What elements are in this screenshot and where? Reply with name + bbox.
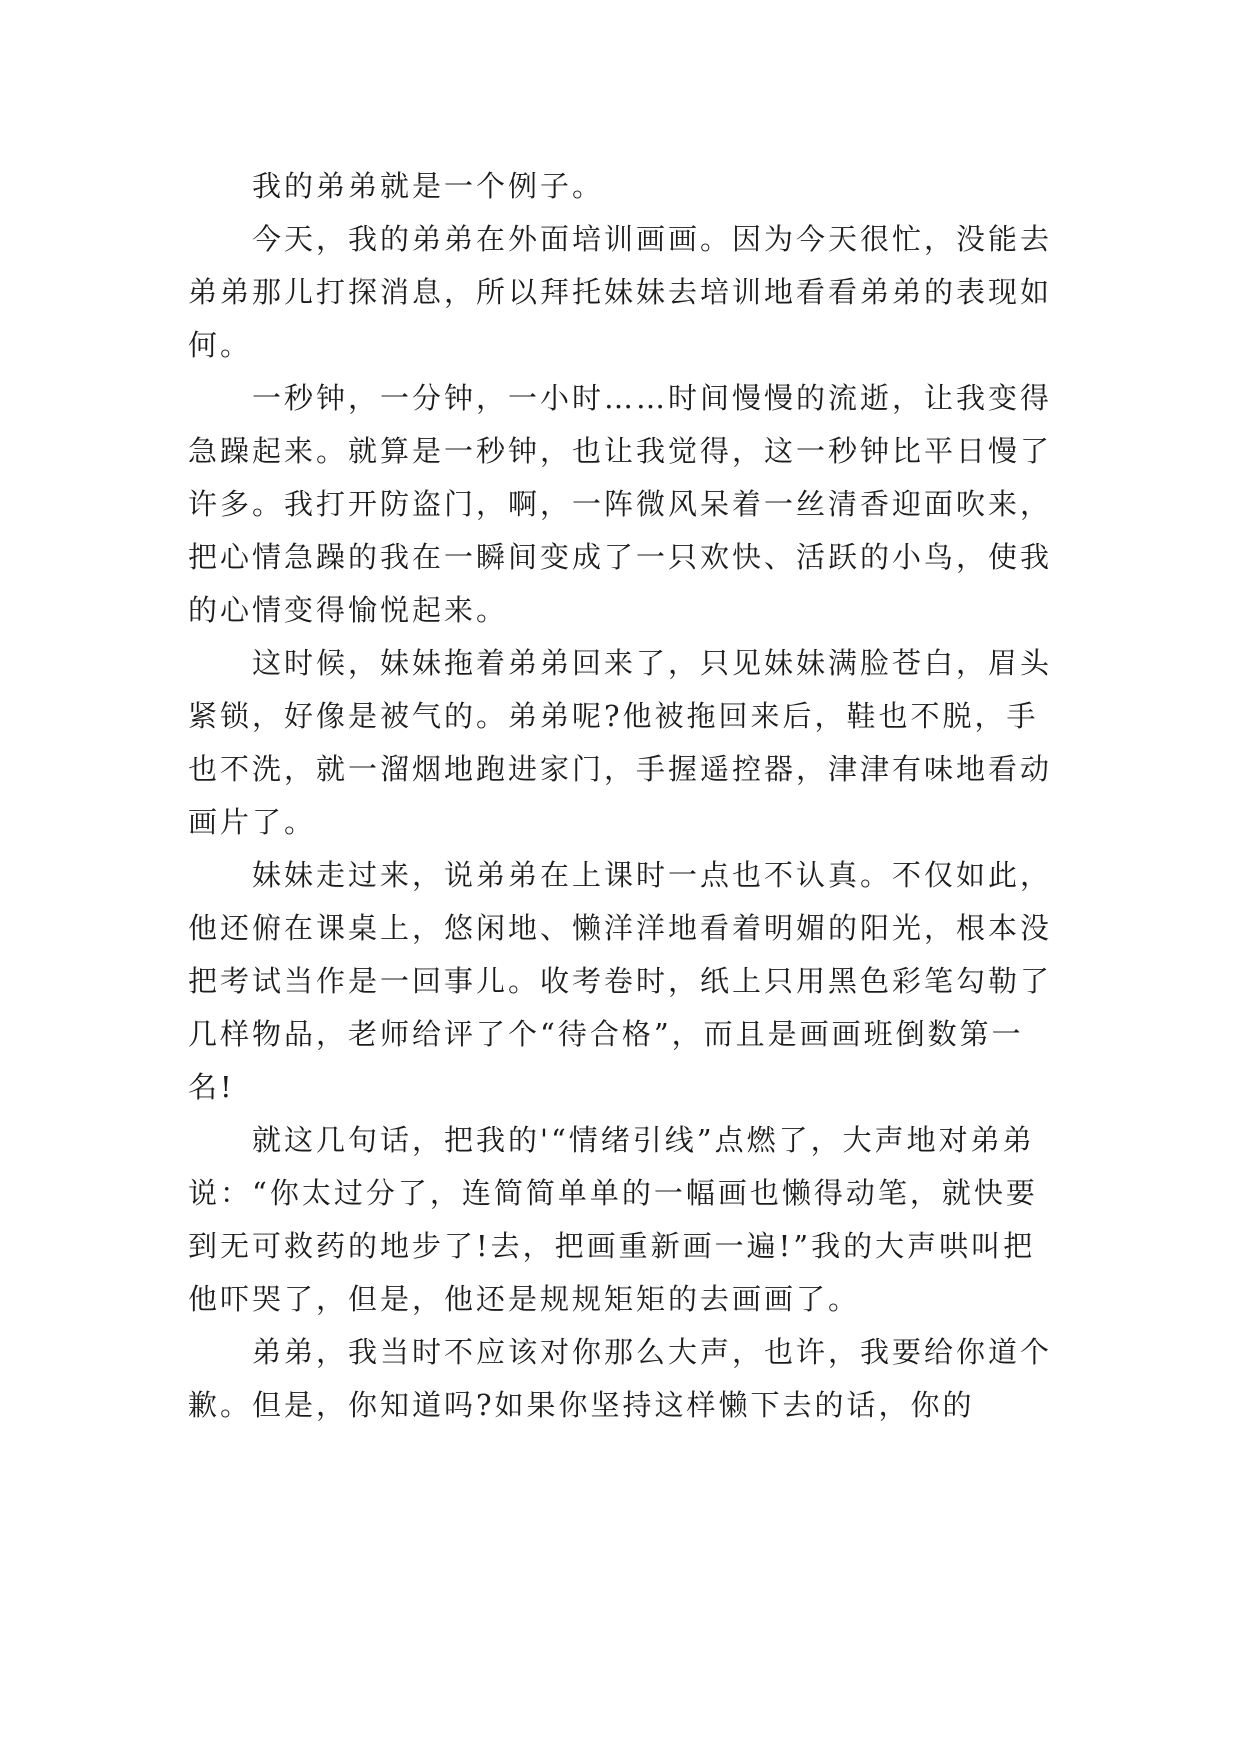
paragraph-4: 这时候，妹妹拖着弟弟回来了，只见妹妹满脸苍白，眉头紧锁，好像是被气的。弟弟呢?他被拖回来后，鞋也不脱，手也不洗，就一溜烟地跑进家门，手握遥控器，津津有味地看动画片了。 [188, 646, 1053, 839]
paragraph-7: 弟弟，我当时不应该对你那么大声，也许，我要给你道个歉。但是，你知道吗?如果你坚持这样懒下去的话，你的 [188, 1335, 1053, 1422]
paragraph-1: 我的弟弟就是一个例子。 [252, 169, 605, 203]
document-body [188, 160, 1058, 1432]
paragraph-6: 就这几句话，把我的'“情绪引线”点燃了，大声地对弟弟说：“你太过分了，连简简单单的一幅画也懒得动笔，就快要到无可救药的地步了!去，把画重新画一遍!”我的大声哄叫把他吓哭了，但是，他还是规规矩矩的去画画了。 [188, 1123, 1038, 1316]
paragraph-5: 妹妹走过来，说弟弟在上课时一点也不认真。不仅如此，他还俯在课桌上，悠闲地、懒洋洋地看着明媚的阳光，根本没把考试当作是一回事儿。收考卷时，纸上只用黑色彩笔勾勒了几样物品，老师给评了个“待合格”，而且是画画班倒数第一名! [188, 858, 1053, 1104]
paragraph-3: 一秒钟，一分钟，一小时……时间慢慢的流逝，让我变得急躁起来。就算是一秒钟，也让我觉得，这一秒钟比平日慢了许多。我打开防盗门，啊，一阵微风呆着一丝清香迎面吹来，把心情急躁的我在一瞬间变成了一只欢快、活跃的小鸟，使我的心情变得愉悦起来。 [188, 381, 1053, 627]
paragraph-2: 今天，我的弟弟在外面培训画画。因为今天很忙，没能去弟弟那儿打探消息，所以拜托妹妹去培训地看看弟弟的表现如何。 [188, 222, 1053, 362]
